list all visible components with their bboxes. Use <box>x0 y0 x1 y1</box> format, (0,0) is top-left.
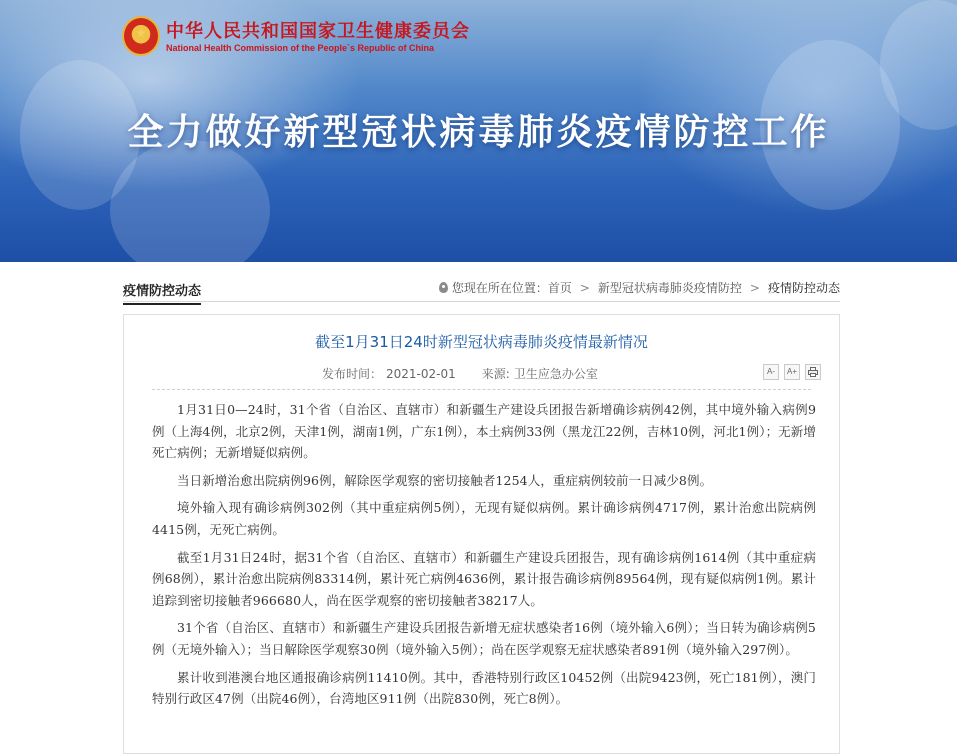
font-increase-button[interactable]: A+ <box>784 364 800 380</box>
source-value: 卫生应急办公室 <box>513 367 598 381</box>
national-emblem-logo[interactable] <box>122 16 160 56</box>
breadcrumb <box>439 279 840 296</box>
meta-divider <box>152 389 811 390</box>
article-paragraph: 1月31日0—24时，31个省（自治区、直辖市）和新疆生产建设兵团报告新增确诊病例42例，其中境外输入病例9例（上海4例，北京2例，天津1例，湖南1例，广东1例），本土病例33例（黑龙江22例，吉林10例，河北1例）；无新增死亡病例；无新增疑似病例。 <box>152 402 816 461</box>
org-name-en: National Health Commission of the People`s Republic of China <box>166 43 435 53</box>
publish-date: 2021-02-01 <box>386 367 456 381</box>
source-label: 来源: <box>481 367 510 381</box>
printer-icon <box>808 367 818 377</box>
article-paragraph: 累计收到港澳台地区通报确诊病例11410例。其中，香港特别行政区10452例（出院9423例，死亡181例），澳门特别行政区47例（出院46例），台湾地区911例（出院830例，死亡8例）。 <box>152 669 816 707</box>
banner-decoration <box>110 140 270 262</box>
article-paragraph: 境外输入现有确诊病例302例（其中重症病例5例），无现有疑似病例。累计确诊病例4717例，累计治愈出院病例4415例，无死亡病例。 <box>152 500 816 537</box>
breadcrumb-prefix: 您现在所在位置： <box>451 281 548 295</box>
breadcrumb-item-covid-control[interactable]: 新型冠状病毒肺炎疫情防控 <box>597 281 742 295</box>
article-tools <box>763 364 821 380</box>
org-name-cn[interactable]: 中华人民共和国国家卫生健康委员会 <box>166 21 470 42</box>
font-decrease-button[interactable]: A- <box>763 364 779 380</box>
campaign-title: 全力做好新型冠状病毒肺炎疫情防控工作 <box>127 112 830 153</box>
breadcrumb-separator: > <box>579 280 590 295</box>
date-label: 发布时间： <box>322 367 383 381</box>
header-banner <box>0 0 957 262</box>
breadcrumb-item-home[interactable]: 首页 <box>547 281 572 295</box>
section-title: 疫情防控动态 <box>123 280 201 305</box>
breadcrumb-item-current[interactable]: 疫情防控动态 <box>767 281 840 295</box>
article-panel <box>123 314 840 754</box>
article-paragraph: 截至1月31日24时，据31个省（自治区、直辖市）和新疆生产建设兵团报告，现有确诊病例1614例（其中重症病例68例），累计治愈出院病例83314例，累计死亡病例4636例，累计报告确诊病例89564例，现有疑似病例1例。累计追踪到密切接触者966680人，尚在医学观察的密切接触者38217人。 <box>152 549 816 608</box>
article-paragraph: 当日新增治愈出院病例96例，解除医学观察的密切接触者1254人，重症病例较前一日减少8例。 <box>177 472 713 488</box>
location-pin-icon <box>439 282 448 293</box>
article-body <box>152 399 816 716</box>
breadcrumb-separator: > <box>749 280 760 295</box>
article-meta <box>322 365 602 382</box>
article-title: 截至1月31日24时新型冠状病毒肺炎疫情最新情况 <box>315 333 648 351</box>
print-button[interactable] <box>805 364 821 380</box>
section-header <box>123 276 840 302</box>
article-paragraph: 31个省（自治区、直辖市）和新疆生产建设兵团报告新增无症状感染者16例（境外输入6例）；当日转为确诊病例5例（无境外输入）；当日解除医学观察30例（境外输入5例）；尚在医学观察无症状感染者891例（境外输入297例）。 <box>152 620 816 657</box>
